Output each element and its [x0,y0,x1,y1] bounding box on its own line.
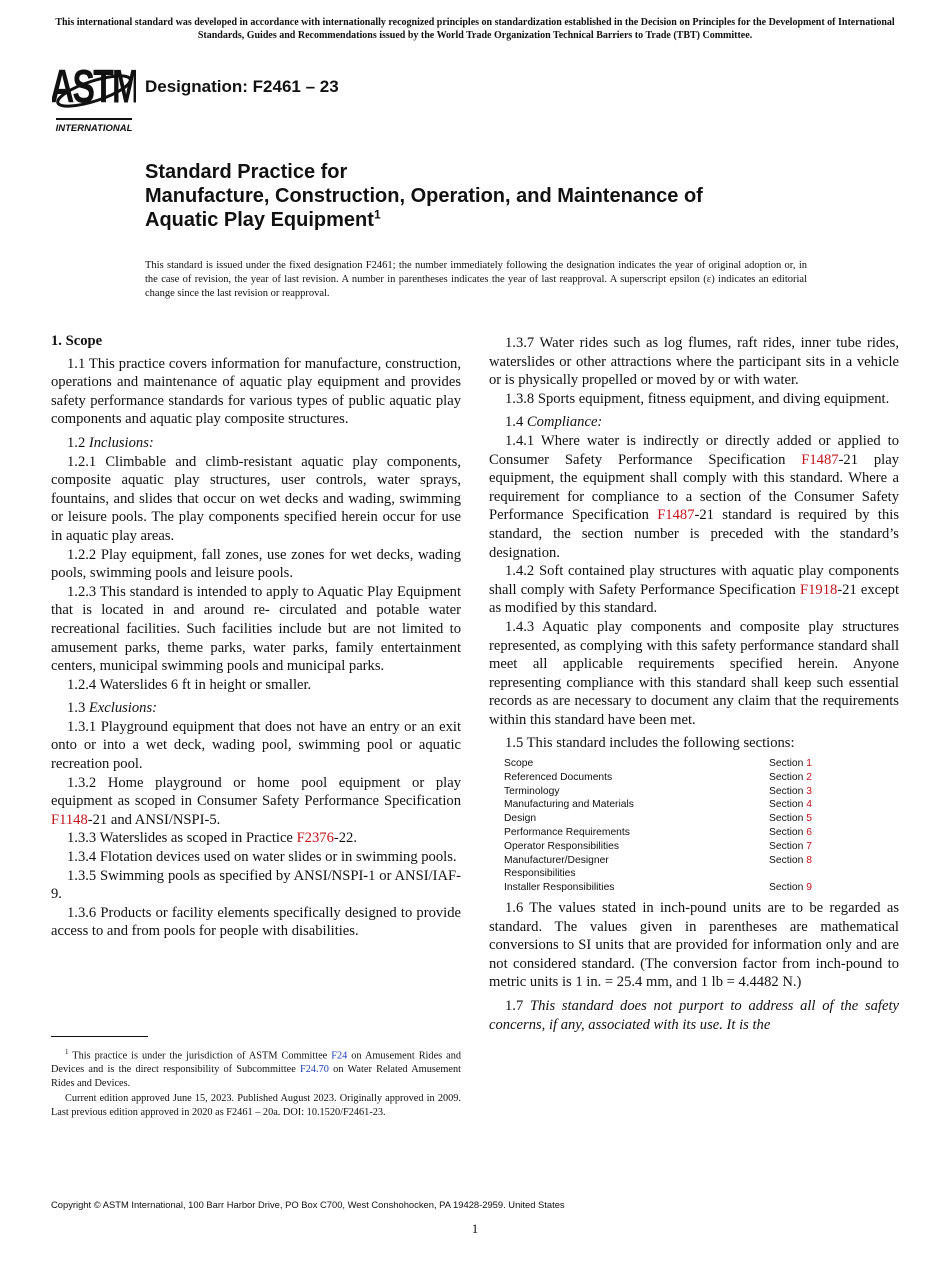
para-1-1: 1.1 This practice covers information for manufacture, construction, operations and maintenance of aquatic play equipment and provides safety performance standards for various types of public aquatic play components and aquatic play composite structures. [51,355,461,428]
page-number: 1 [471,1221,479,1236]
footnotes [51,1045,461,1121]
para-1-2-4: 1.2.4 Waterslides 6 ft in height or smaller. [67,676,312,693]
astm-logo-icon [52,55,136,133]
para-1-3-7: 1.3.7 Water rides such as log flumes, raft rides, inner tube rides, waterslides or other attractions where the participant sits in a vehicle or is physically propelled or moved by or with water. [489,335,899,389]
para-1-2-2: 1.2.2 Play equipment, fall zones, use zones for wet decks, wading pools, swimming pools and leisure pools. [51,546,461,582]
para-1-3-3: 1.3.3 Waterslides as scoped in Practice F2376-22. [67,830,357,847]
table-row: Design Section 5 [504,813,812,825]
issue-note: This standard is issued under the fixed designation F2461; the number immediately following the designation indicates the year of original adoption or, in the case of revision, the year of last revision. A number in parentheses indicates the year of last reapproval. A superscript epsilon (ε) indicates an editorial change since the last revision or reapproval. [145,260,807,299]
table-row: Manufacturing and Materials Section 4 [504,799,812,811]
wto-notice: This international standard was developed in accordance with internationally recognized principles on standardization established in the Decision on Principles for the Development of International Standards, Guides and Recommendations issued by the World Trade Organization Technical Barriers to Trade (TBT) Committee. [55,17,895,41]
table-row: Installer Responsibilities Section 9 [504,882,812,894]
section-link-8[interactable]: 8 [806,854,812,866]
para-1-3-5: 1.3.5 Swimming pools as specified by ANSI/NSPI-1 or ANSI/IAF-9. [51,867,461,903]
section-link-2[interactable]: 2 [806,771,812,783]
left-column [51,332,461,941]
para-1-3-1: 1.3.1 Playground equipment that does not have an entry or an exit onto or into a wet deck, wading pool, swimming pool or aquatic recreation pool. [51,718,461,773]
link-f24[interactable]: F24 [331,1050,348,1062]
table-row: Referenced Documents Section 2 [504,771,812,783]
title-line-2: Manufacture, Construction, Operation, and Maintenance of [145,185,703,207]
footnote-1: $^1$ This practice is under the jurisdiction of ASTM Committee F24 on Amusement Rides and Devices and is the direct responsibility of Subcommittee F24.70 on Water Related Amusement Rides and Devices. [51,1048,462,1090]
title-line-3: Aquatic Play Equipment$^1$ [145,207,381,231]
section-link-1[interactable]: 1 [806,758,812,770]
para-1-3-8: 1.3.8 Sports equipment, fitness equipment, and diving equipment. [505,390,890,407]
title-footnote-mark: 1 [373,207,381,222]
astm-logo [52,55,136,133]
para-1-3-6: 1.3.6 Products or facility elements specifically designed to provide access to and from pools for people with disabilities. [51,904,461,940]
table-row: Terminology Section 3 [504,785,812,797]
link-f24-70[interactable]: F24.70 [300,1064,329,1076]
footnote-divider [51,1036,148,1037]
link-f2376[interactable]: F2376 [296,830,334,847]
section-link-3[interactable]: 3 [806,785,812,797]
section-link-9[interactable]: 9 [806,882,812,894]
table-row: Performance Requirements Section 6 [504,827,812,839]
title-line-1: Standard Practice for [145,161,348,183]
edition-note: Current edition approved June 15, 2023. Published August 2023. Originally approved in 2009. Last previous edition approved in 2020 as F2461 – 20a. DOI: 10.1520/F2461-23. [51,1093,461,1119]
para-1-3: 1.3 Exclusions: [67,700,157,717]
right-column [489,334,899,1034]
svg-text:ASTM: ASTM [52,60,136,113]
table-row: Operator Responsibilities Section 7 [504,840,812,852]
para-1-7: 1.7 This standard does not purport to address all of the safety concerns, if any, associated with its use. It is the [489,998,899,1033]
para-1-4: 1.4 Compliance: [505,414,603,431]
designation: Designation: F2461 – 23 [145,77,339,96]
link-f1487[interactable]: F1487 [801,451,839,468]
link-f1148[interactable]: F1148 [51,811,88,828]
para-1-6: 1.6 The values stated in inch-pound units are to be regarded as standard. The values given in parentheses are mathematical conversions to SI units that are provided for information only and are not considered standard. (The conversion factor from inch-pound to metric units is 1 in. = 25.4 mm, and 1 lb = 4.4482 N.) [489,900,899,991]
document-title [145,160,865,232]
para-1-4-2: 1.4.2 Soft contained play structures with aquatic play components shall comply with Safety Performance Specification F1918-21 except as modified by this standard. [489,563,899,617]
section-link-4[interactable]: 4 [806,799,812,811]
table-row: Scope Section 1 [504,758,812,770]
sections-table [504,757,812,895]
para-1-4-1: 1.4.1 Where water is indirectly or directly added or applied to Consumer Safety Performance Specification F1487-21 play equipment, the equipment shall comply with this standard. Where a requirement for compliance to a section of the Consumer Safety Performance Specification F1487-21 standard is required by this standard, the section number is preceded with the standard’s designation. [489,432,900,561]
link-f1487-2[interactable]: F1487 [657,507,695,524]
section-heading-scope: 1. Scope [51,333,103,349]
link-f1918[interactable]: F1918 [800,581,838,598]
para-1-4-3: 1.4.3 Aquatic play components and composite play structures represented, as complying with this safety performance standard shall meet all applicable requirements specified herein. Anyone representing compliance with this standard shall keep such essential records as are necessary to document any claim that the requirements within this standard have been met. [489,618,899,728]
section-link-5[interactable]: 5 [806,813,812,825]
para-1-5: 1.5 This standard includes the following sections: [505,735,795,752]
table-row: Manufacturer/Designer Responsibilities Section 8 [504,854,812,880]
para-1-2: 1.2 Inclusions: [67,434,154,451]
para-1-3-2: 1.3.2 Home playground or home pool equipment or play equipment as scoped in Consumer Safety Performance Specification F1148-21 and ANSI/NSPI-5. [51,774,461,828]
copyright: Copyright © ASTM International, 100 Barr Harbor Drive, PO Box C700, West Conshohocken, PA 19428-2959. United States [51,1199,565,1210]
para-1-3-4: 1.3.4 Flotation devices used on water slides or in swimming pools. [67,849,457,866]
section-link-6[interactable]: 6 [806,827,812,839]
para-1-2-1: 1.2.1 Climbable and climb-resistant aquatic play components, composite aquatic play structures, user controls, water sprays, fountains, and slides that occur on wet decks and wading, swimming or leisure pools. The play components specified herein occur for use in aquatic play areas. [51,453,461,544]
para-1-2-3: 1.2.3 This standard is intended to apply to Aquatic Play Equipment that is located in and around re- circulated and potable water recreational facilities. Such facilities include but are not limited to amusement parks, theme parks, water parks, family entertainment centers, municipal swimming pools and municipal parks. [51,583,461,675]
svg-text:INTERNATIONAL: INTERNATIONAL [55,123,133,133]
section-link-7[interactable]: 7 [806,840,812,852]
